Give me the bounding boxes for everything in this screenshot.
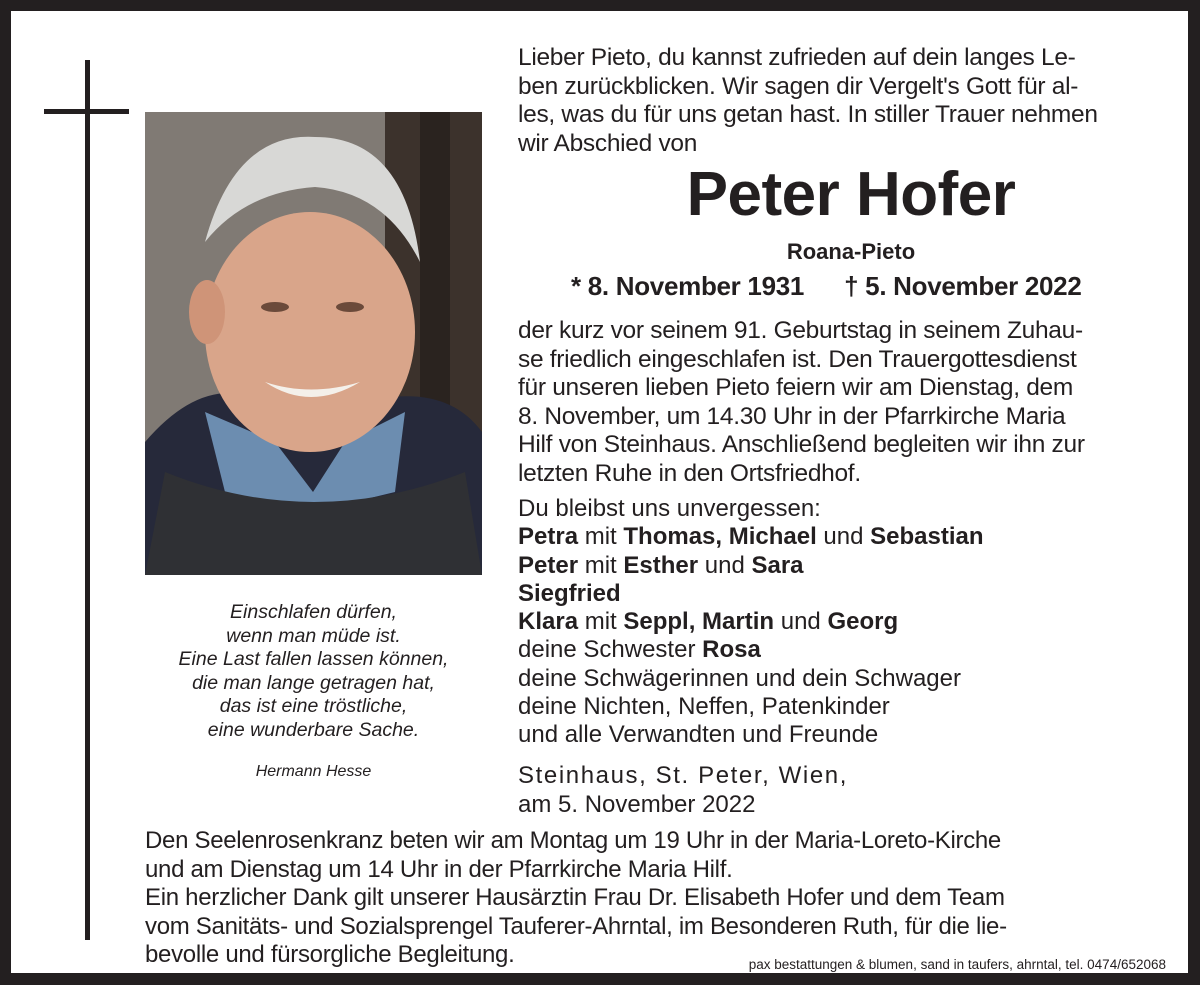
poem bbox=[145, 601, 482, 742]
place: Steinhaus, St. Peter, Wien, bbox=[518, 762, 849, 789]
mourner-name: Esther bbox=[623, 551, 699, 579]
mourner-connector: deine Schwägerinnen und dein Schwager bbox=[518, 664, 961, 692]
mourner-row bbox=[518, 636, 984, 664]
undertaker-credit: pax bestattungen & blumen, sand in taufers, ahrntal, tel. 0474/652068 bbox=[748, 957, 1166, 972]
poem-line: die man lange getragen hat, bbox=[192, 671, 435, 694]
deceased-nickname: Roana-Pieto bbox=[786, 239, 916, 264]
mourner-row bbox=[518, 523, 984, 551]
thanks-line: Ein herzlicher Dank gilt unserer Hausärztin Frau Dr. Elisabeth Hofer und dem Team bbox=[145, 884, 1005, 911]
bottom-notices bbox=[145, 827, 1007, 970]
mourner-row bbox=[518, 580, 984, 608]
mourner-name: Peter bbox=[518, 551, 579, 579]
body-line: 8. November, um 14.30 Uhr in der Pfarrkirche Maria bbox=[518, 402, 1066, 430]
mourner-connector: deine Nichten, Neffen, Patenkinder bbox=[518, 693, 890, 721]
mourners-rows bbox=[518, 523, 984, 749]
mourner-connector: deine Schwester bbox=[518, 636, 703, 664]
portrait-photo bbox=[145, 112, 482, 575]
mourner-connector: und bbox=[774, 608, 828, 636]
mourners-heading: Du bleibst uns unvergessen: bbox=[518, 495, 821, 522]
mourner-row bbox=[518, 693, 984, 721]
mourner-name: Sara bbox=[751, 551, 804, 579]
body-text bbox=[518, 317, 1085, 488]
mourner-name: Seppl, Martin bbox=[623, 608, 775, 636]
body-line: Hilf von Steinhaus. Anschließend begleiten wir ihn zur bbox=[518, 431, 1085, 458]
mourner-connector: mit bbox=[578, 523, 624, 551]
mourner-name: Klara bbox=[518, 608, 579, 636]
rosary-line: Den Seelenrosenkranz beten wir am Montag um 19 Uhr in der Maria-Loreto-Kirche bbox=[145, 827, 1001, 854]
mourner-connector: mit bbox=[578, 608, 624, 636]
cross-icon bbox=[85, 60, 90, 940]
poem-author: Hermann Hesse bbox=[255, 763, 372, 780]
intro-line: wir Abschied von bbox=[518, 129, 698, 157]
date: am 5. November 2022 bbox=[518, 791, 756, 818]
place-date bbox=[518, 761, 848, 819]
intro-line: les, was du für uns getan hast. In stiller Trauer nehmen bbox=[518, 101, 1098, 128]
body-line: se friedlich eingeschlafen ist. Den Trauergottesdienst bbox=[518, 345, 1077, 373]
mourner-row bbox=[518, 721, 984, 749]
poem-line: Eine Last fallen lassen können, bbox=[178, 648, 449, 670]
mourner-name: Siegfried bbox=[518, 579, 621, 607]
poem-line: das ist eine tröstliche, bbox=[219, 695, 408, 717]
rosary-line: und am Dienstag um 14 Uhr in der Pfarrkirche Maria Hilf. bbox=[145, 855, 733, 883]
mourner-connector: und bbox=[816, 523, 871, 551]
cross-icon-crossbar bbox=[44, 109, 129, 114]
mourner-name: Sebastian bbox=[870, 523, 984, 551]
mourner-name: Georg bbox=[827, 608, 899, 636]
portrait-illustration bbox=[145, 112, 482, 575]
mourner-connector: und bbox=[698, 551, 752, 579]
body-line: für unseren lieben Pieto feiern wir am Dienstag, dem bbox=[518, 374, 1073, 401]
mourner-row bbox=[518, 665, 984, 693]
mourner-name: Petra bbox=[518, 523, 579, 551]
body-line: letzten Ruhe in den Ortsfriedhof. bbox=[518, 459, 861, 487]
mourner-connector: und alle Verwandten und Freunde bbox=[518, 721, 879, 749]
obituary-page bbox=[11, 11, 1188, 973]
intro-line: Lieber Pieto, du kannst zufrieden auf dein langes Le- bbox=[518, 44, 1076, 71]
intro-line: ben zurückblicken. Wir sagen dir Vergelt's Gott für al- bbox=[518, 72, 1079, 100]
poem-line: Einschlafen dürfen, bbox=[230, 601, 397, 623]
mourner-connector: mit bbox=[578, 551, 624, 579]
mourner-name: Thomas, Michael bbox=[623, 523, 817, 551]
intro-text bbox=[518, 44, 1098, 158]
life-dates bbox=[571, 271, 1082, 302]
mourners-list bbox=[518, 495, 984, 750]
poem-line: wenn man müde ist. bbox=[226, 624, 401, 647]
poem-line: eine wunderbare Sache. bbox=[207, 718, 420, 741]
body-line: der kurz vor seinem 91. Geburtstag in seinem Zuhau- bbox=[518, 317, 1083, 344]
thanks-line: bevolle und fürsorgliche Begleitung. bbox=[145, 941, 515, 968]
deceased-name: Peter Hofer bbox=[686, 160, 1016, 229]
birth-date: * 8. November 1931 bbox=[571, 271, 805, 301]
mourner-name: Rosa bbox=[702, 636, 761, 664]
thanks-line: vom Sanitäts- und Sozialsprengel Tauferer-Ahrntal, im Besonderen Ruth, für die lie- bbox=[145, 912, 1007, 940]
mourner-row bbox=[518, 552, 984, 580]
death-date: † 5. November 2022 bbox=[844, 271, 1082, 301]
mourner-row bbox=[518, 608, 984, 636]
